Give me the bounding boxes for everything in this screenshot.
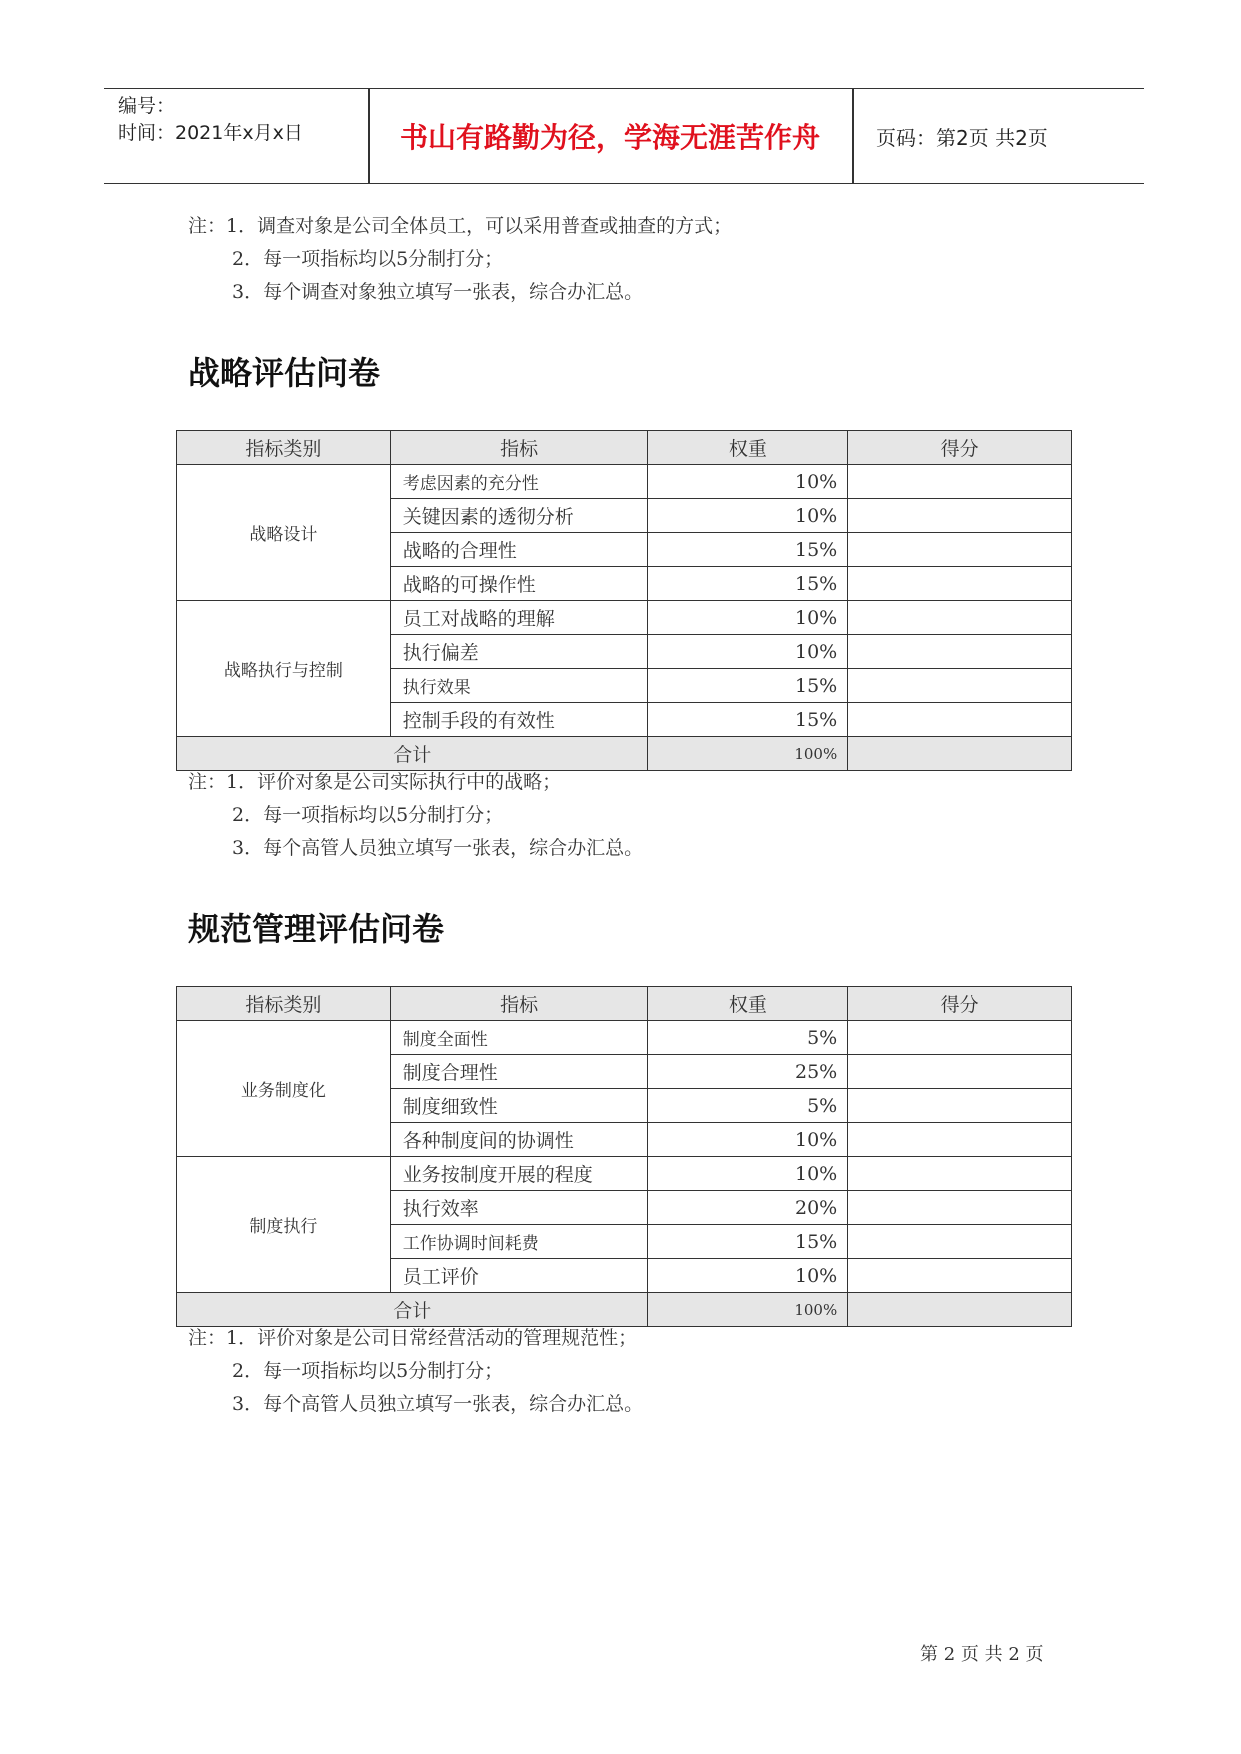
total-score-cell[interactable] xyxy=(848,737,1072,771)
note-line: 2．每一项指标均以5分制打分； xyxy=(232,1360,504,1382)
score-cell[interactable] xyxy=(848,1225,1072,1259)
table-header-row xyxy=(177,431,1072,465)
total-label: 合计 xyxy=(177,1293,648,1327)
column-header: 权重 xyxy=(648,987,848,1021)
weight-cell: 20% xyxy=(648,1191,848,1225)
score-cell[interactable] xyxy=(848,465,1072,499)
weight-cell: 5% xyxy=(648,1089,848,1123)
indicator-cell: 战略的可操作性 xyxy=(390,567,648,601)
category-cell: 制度执行 xyxy=(177,1157,391,1293)
indicator-cell: 各种制度间的协调性 xyxy=(390,1123,648,1157)
indicator-cell: 执行效果 xyxy=(390,669,648,703)
total-score-cell[interactable] xyxy=(848,1293,1072,1327)
table-row xyxy=(177,1157,1072,1191)
indicator-cell: 制度合理性 xyxy=(390,1055,648,1089)
note-line: 3．每个高管人员独立填写一张表，综合办汇总。 xyxy=(232,1393,644,1415)
score-cell[interactable] xyxy=(848,601,1072,635)
score-cell[interactable] xyxy=(848,669,1072,703)
note-line: 3．每个调查对象独立填写一张表，综合办汇总。 xyxy=(232,281,644,303)
column-header: 指标 xyxy=(390,431,648,465)
score-cell[interactable] xyxy=(848,1021,1072,1055)
header-meta xyxy=(118,93,303,147)
column-header: 指标类别 xyxy=(177,987,391,1021)
note-line: 3．每个高管人员独立填写一张表，综合办汇总。 xyxy=(232,837,644,859)
score-cell[interactable] xyxy=(848,1123,1072,1157)
score-cell[interactable] xyxy=(848,703,1072,737)
table-header-row xyxy=(177,987,1072,1021)
weight-cell: 15% xyxy=(648,1225,848,1259)
table-row xyxy=(177,1021,1072,1055)
indicator-cell: 工作协调时间耗费 xyxy=(390,1225,648,1259)
table-row xyxy=(177,601,1072,635)
column-header: 得分 xyxy=(848,431,1072,465)
management-notes xyxy=(188,1322,643,1421)
management-table xyxy=(176,986,1072,1327)
category-cell: 战略设计 xyxy=(177,465,391,601)
indicator-cell: 关键因素的透彻分析 xyxy=(390,499,648,533)
header-motto: 书山有路勤为径，学海无涯苦作舟 xyxy=(399,121,820,154)
weight-cell: 10% xyxy=(648,499,848,533)
intro-notes xyxy=(188,210,732,309)
weight-cell: 15% xyxy=(648,533,848,567)
column-header: 指标 xyxy=(390,987,648,1021)
score-cell[interactable] xyxy=(848,1259,1072,1293)
indicator-cell: 制度全面性 xyxy=(390,1021,648,1055)
indicator-cell: 考虑因素的充分性 xyxy=(390,465,648,499)
indicator-cell: 员工评价 xyxy=(390,1259,648,1293)
column-header: 指标类别 xyxy=(177,431,391,465)
weight-cell: 25% xyxy=(648,1055,848,1089)
page-header xyxy=(104,88,1144,184)
weight-cell: 15% xyxy=(648,669,848,703)
note-line: 注：1．评价对象是公司实际执行中的战略； xyxy=(188,771,562,793)
date-label: 时间：2021年x月x日 xyxy=(118,122,303,144)
serial-label: 编号： xyxy=(118,95,176,117)
category-cell: 战略执行与控制 xyxy=(177,601,391,737)
score-cell[interactable] xyxy=(848,1157,1072,1191)
indicator-cell: 执行效率 xyxy=(390,1191,648,1225)
score-cell[interactable] xyxy=(848,1089,1072,1123)
category-cell: 业务制度化 xyxy=(177,1021,391,1157)
table-row xyxy=(177,465,1072,499)
score-cell[interactable] xyxy=(848,533,1072,567)
column-header: 得分 xyxy=(848,987,1072,1021)
column-header: 权重 xyxy=(648,431,848,465)
indicator-cell: 控制手段的有效性 xyxy=(390,703,648,737)
header-page-number: 页码：第2页 共2页 xyxy=(876,125,1048,150)
section-title-management: 规范管理评估问卷 xyxy=(188,910,445,948)
page-footer: 第 2 页 共 2 页 xyxy=(920,1644,1044,1665)
note-line: 注：1．评价对象是公司日常经营活动的管理规范性； xyxy=(188,1327,638,1349)
score-cell[interactable] xyxy=(848,567,1072,601)
score-cell[interactable] xyxy=(848,635,1072,669)
indicator-cell: 员工对战略的理解 xyxy=(390,601,648,635)
weight-cell: 10% xyxy=(648,635,848,669)
total-label: 合计 xyxy=(177,737,648,771)
weight-cell: 10% xyxy=(648,1123,848,1157)
header-divider xyxy=(852,89,854,183)
weight-cell: 5% xyxy=(648,1021,848,1055)
total-weight: 100% xyxy=(648,737,848,771)
score-cell[interactable] xyxy=(848,1055,1072,1089)
indicator-cell: 业务按制度开展的程度 xyxy=(390,1157,648,1191)
total-weight: 100% xyxy=(648,1293,848,1327)
indicator-cell: 制度细致性 xyxy=(390,1089,648,1123)
note-line: 2．每一项指标均以5分制打分； xyxy=(232,248,504,270)
note-line: 2．每一项指标均以5分制打分； xyxy=(232,804,504,826)
weight-cell: 10% xyxy=(648,1259,848,1293)
weight-cell: 15% xyxy=(648,567,848,601)
weight-cell: 10% xyxy=(648,465,848,499)
section-title-strategy: 战略评估问卷 xyxy=(188,354,381,392)
weight-cell: 15% xyxy=(648,703,848,737)
score-cell[interactable] xyxy=(848,499,1072,533)
note-line: 注：1．调查对象是公司全体员工，可以采用普查或抽查的方式； xyxy=(188,215,733,237)
strategy-notes xyxy=(188,766,643,865)
indicator-cell: 执行偏差 xyxy=(390,635,648,669)
indicator-cell: 战略的合理性 xyxy=(390,533,648,567)
weight-cell: 10% xyxy=(648,1157,848,1191)
score-cell[interactable] xyxy=(848,1191,1072,1225)
weight-cell: 10% xyxy=(648,601,848,635)
strategy-table xyxy=(176,430,1072,771)
